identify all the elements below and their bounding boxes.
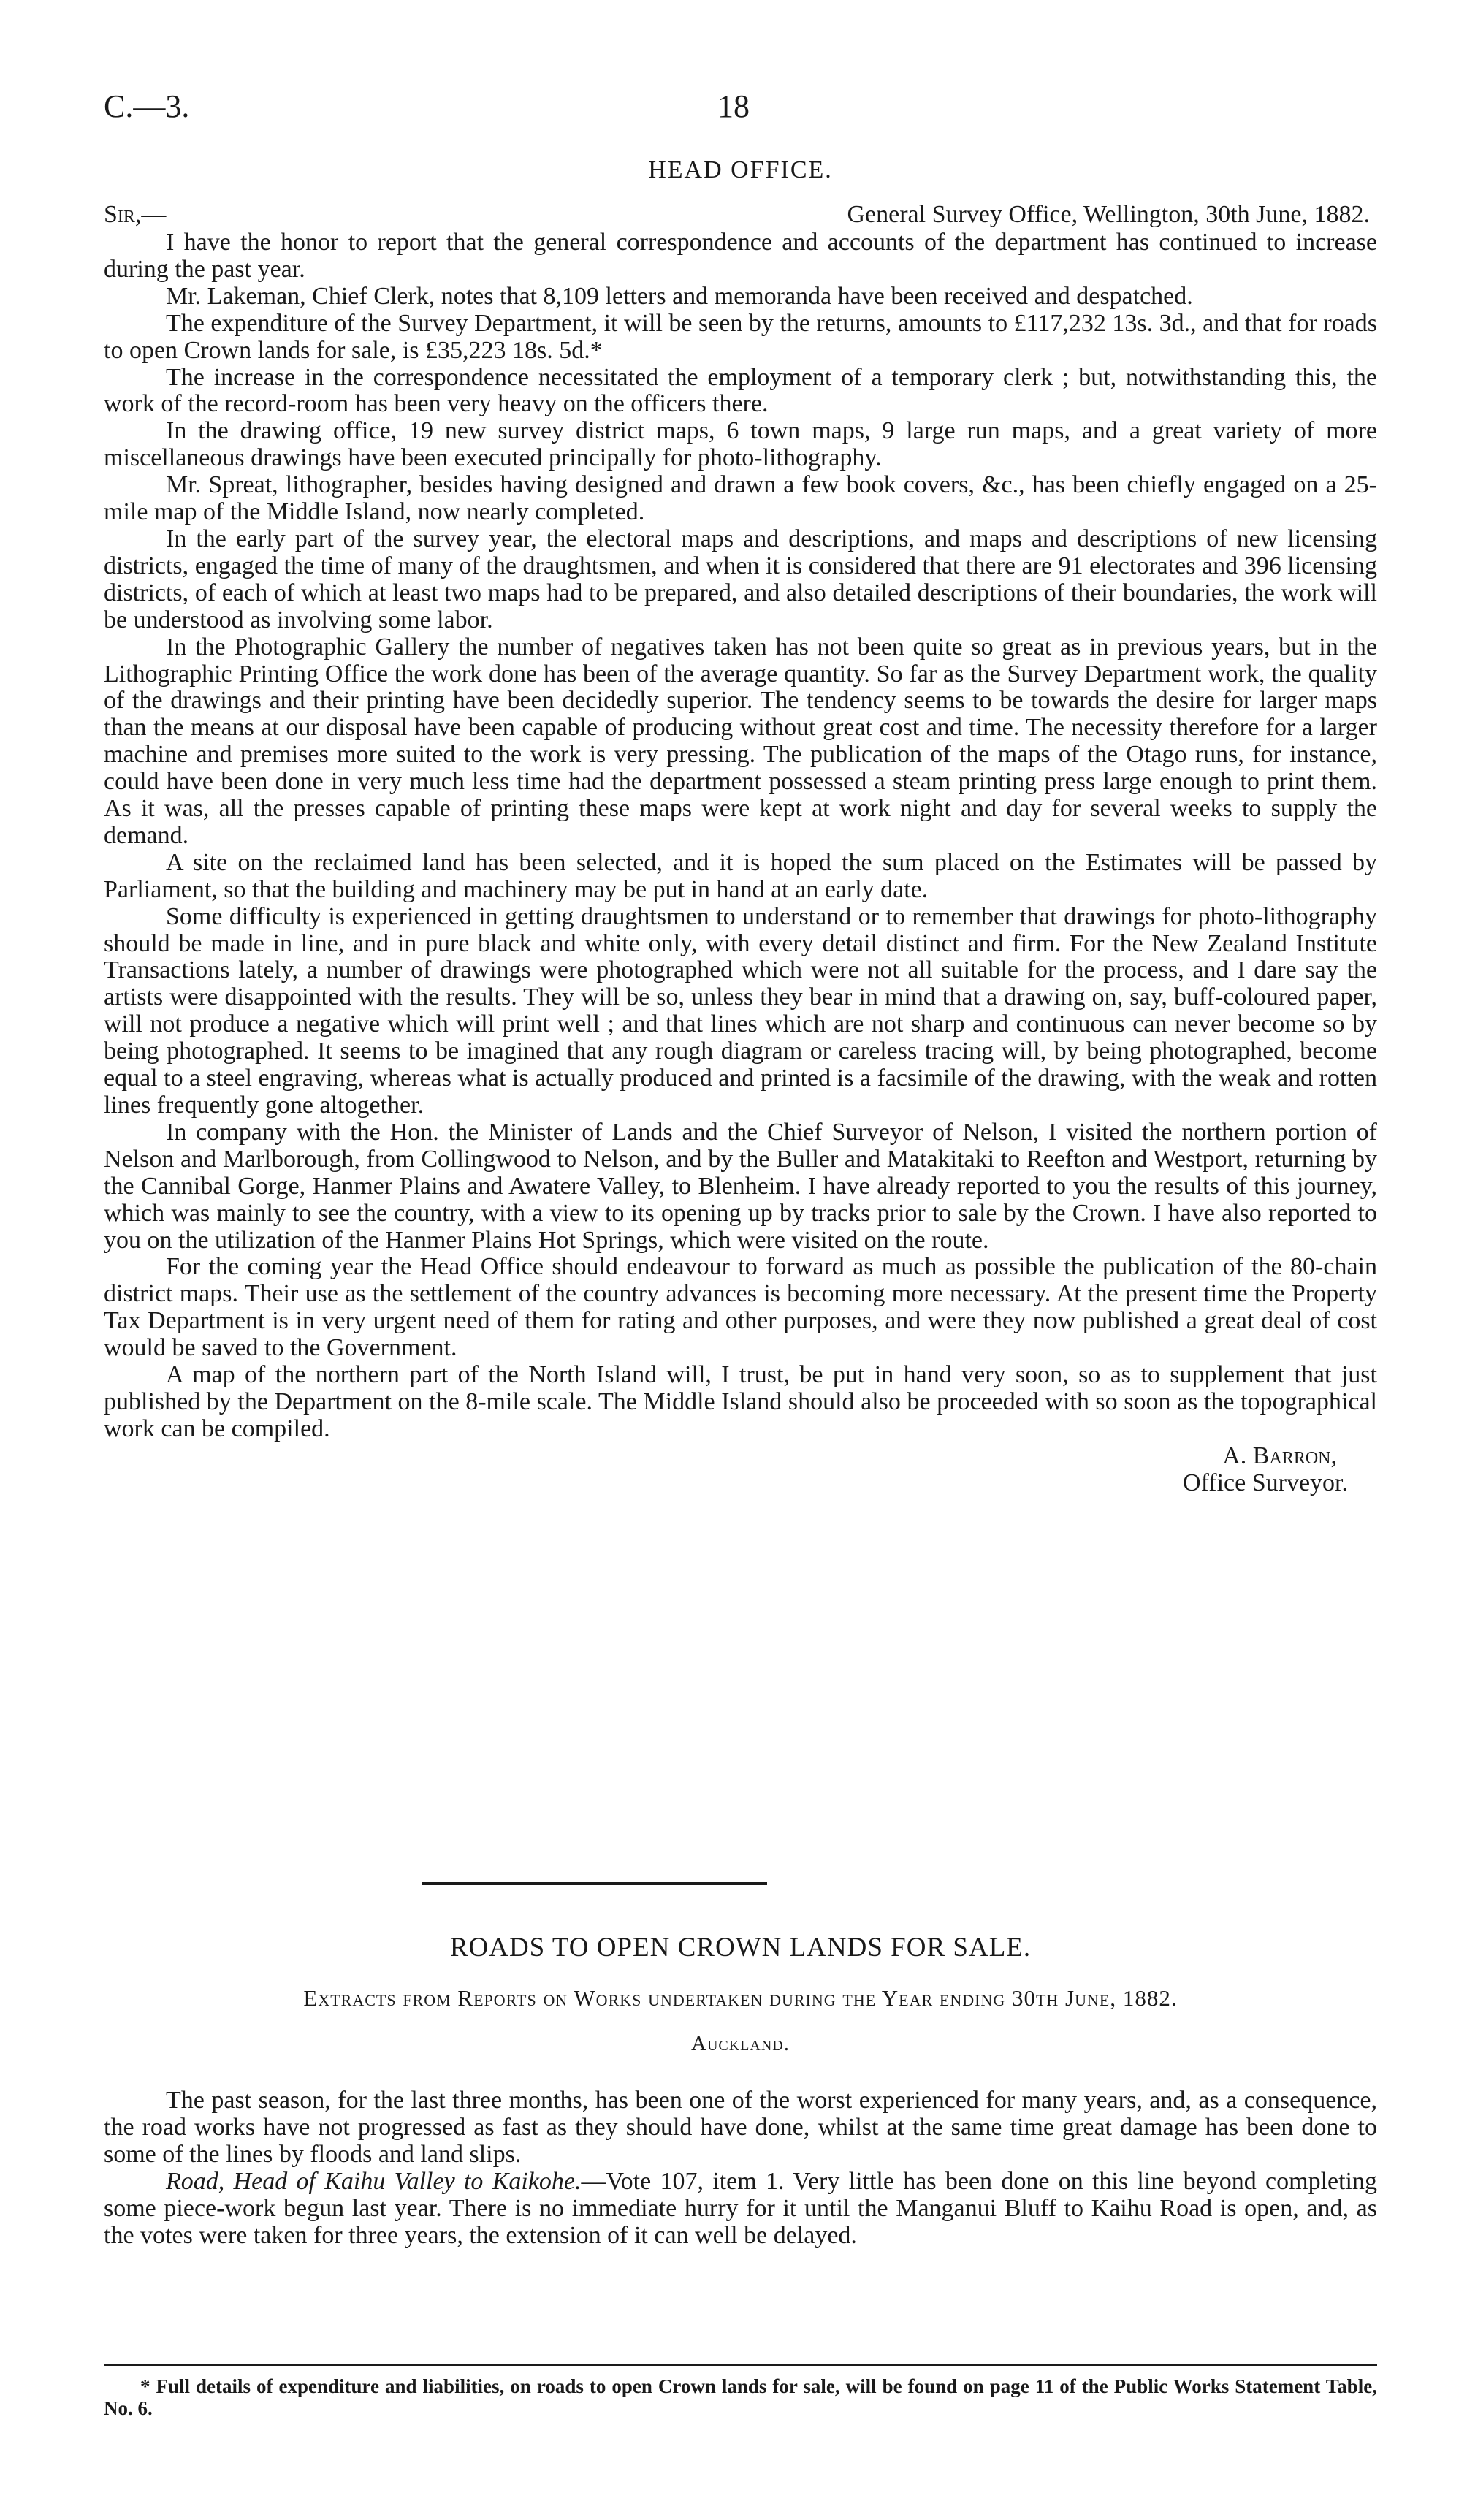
report-paragraph: A map of the northern part of the North Island will, I trust, be put in hand very soon, so as to supplement that just published by the Department on the 8-mile scale. The Middle Island should also be proceeded with so soon as the topographical work can be compiled. xyxy=(104,1361,1377,1442)
report-paragraph: In the drawing office, 19 new survey district maps, 6 town maps, 9 large run maps, and a great variety of more miscellaneous drawings have been executed principally for photo-lithography. xyxy=(104,417,1377,472)
report-paragraph: Mr. Spreat, lithographer, besides having designed and drawn a few book covers, &c., has been chiefly engaged on a 25-mile map of the Middle Island, now nearly completed. xyxy=(104,471,1377,526)
footnote-text: * Full details of expenditure and liabilities, on roads to open Crown lands for sale, will be found on page 11 of the Public Works Statement Table, No. 6. xyxy=(104,2375,1377,2419)
region-heading: Auckland. xyxy=(691,2032,790,2055)
report-paragraph: Some difficulty is experienced in getting draughtsmen to understand or to remember that drawings for photo-lithography should be made in line, and in pure black and white only, with every detail distinct and firm. For the New Zealand Institute Transactions lately, a number of drawings were photographed which were not all suitable for the process, and I dare say the artists were disappointed with the results. They will be so, unless they bear in mind that a drawing on, say, buff-coloured paper, will not produce a negative which will print well ; and that lines which are not sharp and continuous can never become so by being photographed. It seems to be imagined that any rough diagram or careless tracing will, by being photographed, become equal to a steel engraving, whereas what is actually produced and printed is a facsimile of the drawing, with the weak and rotten lines frequently gone altogether. xyxy=(104,902,1377,1119)
report-paragraph: A site on the reclaimed land has been selected, and it is hoped the sum placed on the Estimates will be passed by Parliament, so that the building and machinery may be put in hand at an early date. xyxy=(104,848,1377,903)
head-office-title: HEAD OFFICE. xyxy=(648,156,833,183)
report-paragraph: In the Photographic Gallery the number of negatives taken has not been quite so great as in previous years, but in the Lithographic Printing Office the work done has been of the average quantity. So far as the Survey Department work, the quality of the drawings and their printing have been decidedly superior. The tendency seems to be towards the desire for larger maps than the means at our disposal have been capable of producing without great cost and time. The necessity therefore for a larger machine and premises more suited to the work is very pressing. The publication of the maps of the Otago runs, for instance, could have been done in very much less time had the department possessed a steam printing press large enough to print them. As it was, all the presses capable of printing these maps were kept at work night and day for several weeks to supply the demand. xyxy=(104,633,1377,849)
signature-name: A. Barron, xyxy=(1222,1442,1337,1469)
roads-paragraph xyxy=(104,2168,1377,2249)
place-and-date: General Survey Office, Wellington, 30th June, 1882. xyxy=(847,201,1370,228)
section-divider xyxy=(422,1882,767,1885)
road-name: Road, Head of Kaihu Valley to Kaikohe. xyxy=(166,2168,582,2195)
report-paragraph: Mr. Lakeman, Chief Clerk, notes that 8,109 letters and memoranda have been received and despatched. xyxy=(166,282,1193,310)
footnote-divider xyxy=(104,2364,1377,2366)
signature-name-line xyxy=(104,1443,1377,1470)
report-paragraph: The expenditure of the Survey Department, it will be seen by the returns, amounts to £117,232 13s. 3d., and that for roads to open Crown lands for sale, is £35,223 18s. 5d.* xyxy=(104,309,1377,364)
report-paragraph: In company with the Hon. the Minister of Lands and the Chief Surveyor of Nelson, I visited the northern portion of Nelson and Marlborough, from Collingwood to Nelson, and by the Buller and Matakitaki to Reefton and Westport, returning by the Cannibal Gorge, Hanmer Plains and Awatere Valley, to Blenheim. I have already reported to you the results of this journey, which was mainly to see the country, with a view to its opening up by tracks prior to sale by the Crown. I have also reported to you on the utilization of the Hanmer Plains Hot Springs, which were visited on the route. xyxy=(104,1118,1377,1254)
roads-section-body xyxy=(104,2087,1377,2249)
footnote xyxy=(104,2375,1377,2419)
signature-title: Office Surveyor. xyxy=(1183,1469,1348,1496)
road-description: —Vote 107, item 1. Very little has been done on this line beyond completing some piece-work begun last year. There is no immediate hurry for it until the Manganui Bluff to Kaihu Road is open, and, as the votes were taken for three years, the extension of it can well be delayed. xyxy=(104,2168,1377,2249)
roads-paragraph: The past season, for the last three months, has been one of the worst experienced for many years, and, as a consequence, the road works have not progressed as fast as they should have done, whilst at the same time great damage has been done to some of the lines by floods and land slips. xyxy=(104,2087,1377,2168)
letter-salutation-line xyxy=(104,202,1377,229)
salutation: Sir,— xyxy=(104,201,167,228)
roads-section-title: ROADS TO OPEN CROWN LANDS FOR SALE. xyxy=(449,1933,1032,1963)
report-paragraph: In the early part of the survey year, the electoral maps and descriptions, and maps and descriptions of new licensing districts, engaged the time of many of the draughtsmen, and when it is considered that there are 91 electorates and 396 licensing districts, of each of which at least two maps had to be prepared, and also detailed descriptions of their boundaries, the work will be understood as involving some labor. xyxy=(104,525,1377,633)
report-paragraph: I have the honor to report that the general correspondence and accounts of the department has continued to increase during the past year. xyxy=(104,229,1377,283)
report-paragraph: The increase in the correspondence necessitated the employment of a temporary clerk ; but, notwithstanding this, the work of the record-room has been very heavy on the officers there. xyxy=(104,363,1377,418)
page-number: 18 xyxy=(717,88,750,124)
report-paragraph: For the coming year the Head Office should endeavour to forward as much as possible the publication of the 80-chain district maps. Their use as the settlement of the country advances is becoming more necessary. At the present time the Property Tax Department is in very urgent need of them for rating and other purposes, and were they now published a great deal of cost would be saved to the Government. xyxy=(104,1253,1377,1362)
document-reference: C.—3. xyxy=(104,88,190,124)
roads-section-subtitle: Extracts from Reports on Works undertaken during the Year ending 30th June, 1882. xyxy=(303,1985,1178,2011)
head-office-report xyxy=(104,202,1377,1497)
